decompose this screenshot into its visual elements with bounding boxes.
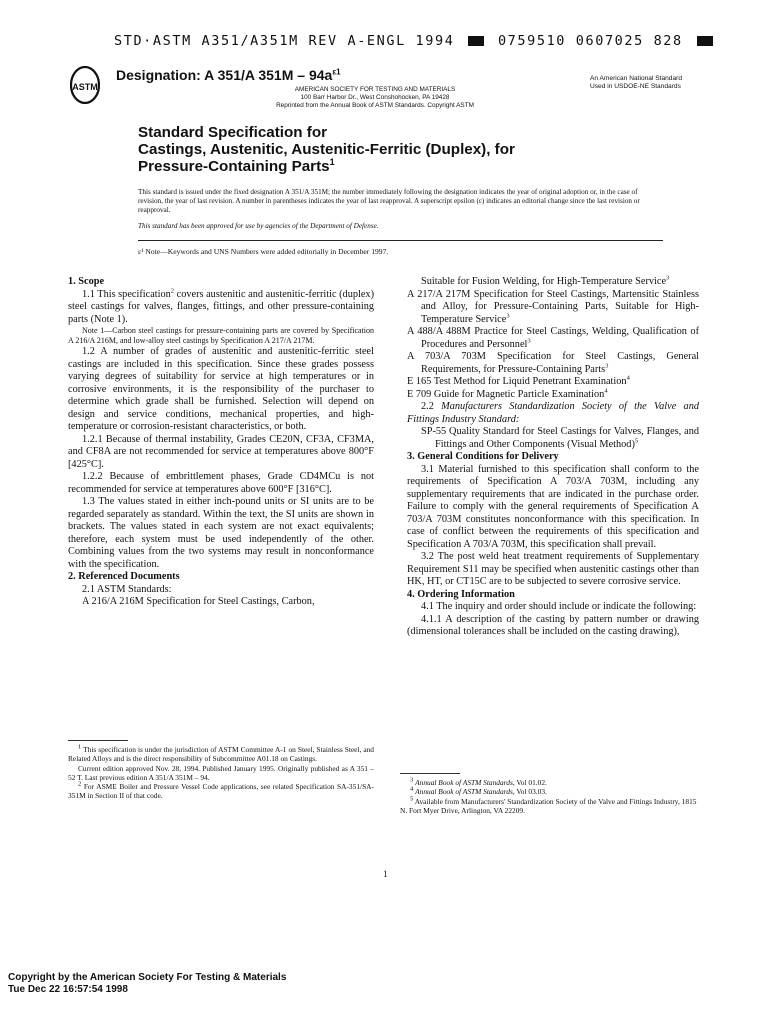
title-footnote-mark: 1: [329, 156, 335, 167]
footnote-3: $^3$ Annual Book of ASTM Standards, Vol 01.02.: [410, 776, 547, 787]
print-timestamp: Tue Dec 22 16:57:54 1998: [8, 984, 128, 995]
ref-a216: A 216/A 216M Specification for Steel Castings, Carbon,: [82, 596, 315, 607]
intro-paragraph: This standard is issued under the fixed designation A 351/A 351M; the number immediately following the designation indicates the year of original adoption or, in the case of revision, the year of last revision. A number in parentheses indicates the year of last reapproval. A superscript epsilon (ε) indicates an editorial change since the last revision or reapproval.: [138, 188, 640, 215]
designation-text: Designation: A 351/A 351M – 94a: [116, 67, 333, 83]
para-4-1-1: 4.1.1 A description of the casting by pattern number or drawing (dimensional tolerances shall be included on the casting drawing),: [407, 613, 699, 637]
footnote-1: $^1$ This specification is under the jurisdiction of ASTM Committee A-1 on Steel, Stainless Steel, and Related Alloys and is the direct responsibility of Subcommittee A01.18 on Castings.: [68, 743, 374, 764]
section-heading-referenced-documents: 2. Referenced Documents: [68, 571, 180, 582]
footnote-rule-right: [400, 773, 460, 774]
designation: [116, 67, 341, 83]
para-1-2: 1.2 A number of grades of austenitic and austenitic-ferritic steel castings are included in this specification. Since these grades possess varying degrees of suitability for service at high temperatures or in corrosive environments, it is the responsibility of the purchaser to determine which grade shall be furnished. Selection will depend on design and service conditions, mechanical properties, and high-temperature or corrosion-resistant characteristics, or both.: [68, 346, 374, 432]
para-1-2-2: 1.2.2 Because of embrittlement phases, Grade CD4MCu is not recommended for service at temperatures above 600°F [316°C].: [68, 471, 374, 495]
para-1-3: 1.3 The values stated in either inch-pound units or SI units are to be regarded separately as standard. Within the text, the SI units are shown in brackets. The values stated in each system are not exact equivalents; therefore, each system must be used independently of the other. Combining values from the two systems may result in nonconformance with the specification.: [68, 496, 374, 570]
footnote-1-edition: Current edition approved Nov. 28, 1994. Published January 1995. Originally published as A 351 – 52 T. Last previous edition A 351/A 351M – 94.: [68, 763, 374, 782]
editorial-change-note: ε¹ Note—Keywords and UNS Numbers were added editorially in December 1997.: [138, 240, 663, 256]
astm-logo-icon: [70, 66, 100, 104]
document-title: [138, 124, 638, 175]
society-reprint: Reprinted from the Annual Book of ASTM Standards. Copyright ASTM: [276, 102, 474, 109]
header-line-right: 0759510 0607025 828: [497, 33, 683, 49]
intro-block: [138, 188, 658, 237]
logo-text: ASTM: [72, 82, 98, 92]
header-block-mark-end: [697, 36, 713, 46]
section-heading-general-conditions: 3. General Conditions for Delivery: [407, 451, 559, 462]
ref-e165: E 165 Test Method for Liquid Penetrant Examination$^4$: [407, 374, 630, 387]
title-line-1: Standard Specification for: [138, 124, 328, 141]
ans-line-1: An American National Standard: [590, 75, 682, 82]
copyright-line: Copyright by the American Society For Testing & Materials: [8, 972, 287, 983]
para-1-1: 1.1 This specification$^2$ covers austenitic and austenitic-ferritic (duplex) steel castings for valves, flanges, fittings, and other pressure-containing parts (Note 1).: [68, 287, 374, 325]
ans-line-2: Used in USDOE-NE Standards: [590, 83, 681, 90]
para-4-1: 4.1 The inquiry and order should include or indicate the following:: [421, 601, 697, 612]
header-block-mark: [468, 36, 484, 46]
national-standard-note: [590, 75, 682, 91]
footnote-rule: [68, 740, 128, 741]
left-column: [68, 276, 374, 609]
para-2-1: 2.1 ASTM Standards:: [82, 583, 172, 595]
right-column: [407, 276, 699, 639]
page-number: 1: [383, 869, 388, 879]
ref-a703: A 703/A 703M Specification for Steel Castings, General Requirements, for Pressure-Containing Parts$^3$: [407, 351, 699, 375]
society-block: [250, 86, 500, 110]
ref-a216-continued: Suitable for Fusion Welding, for High-Temperature Service$^3$: [421, 274, 670, 287]
designation-mark: ε1: [332, 67, 341, 77]
para-2-2: 2.2 Manufacturers Standardization Society of the Valve and Fittings Industry Standard:: [407, 401, 699, 425]
society-address: 100 Barr Harbor Dr., West Conshohocken, PA 19428: [300, 94, 450, 101]
ref-a217: A 217/A 217M Specification for Steel Castings, Martensitic Stainless and Alloy, for Pressure-Containing Parts, Suitable for High-Temperature Service$^3$: [407, 288, 699, 325]
footnotes-left: [68, 740, 374, 801]
section-heading-ordering-information: 4. Ordering Information: [407, 588, 515, 600]
para-3-1: 3.1 Material furnished to this specification shall conform to the requirements of Specification A 703/A 703M, including any supplementary requirements that are indicated in the purchase order. Failure to comply with the general requirements of Specification A 703/A 703M constitutes nonconformance with this specification. In case of conflict between the requirements of this specification and Specification A 703/A 703M, this specification shall prevail.: [407, 463, 699, 550]
footnote-2: $^2$ For ASME Boiler and Pressure Vessel Code applications, see related Specification SA-351/SA-351M in Section II of that code.: [68, 780, 374, 801]
footnote-4: $^4$ Annual Book of ASTM Standards, Vol 03.03.: [410, 785, 547, 797]
para-3-2: 3.2 The post weld heat treatment requirements of Supplementary Requirement S11 may be specified when austenitic castings other than HK, HT, or CT15C are to be subjected to severe corrosive service.: [407, 551, 699, 587]
note-1: Note 1—Carbon steel castings for pressure-containing parts are covered by Specification A 216/A 216M, and low-alloy steel castings by Specification A 217/A 217M.: [68, 326, 374, 345]
title-line-3: Pressure-Containing Parts: [138, 158, 330, 175]
ref-a488: A 488/A 488M Practice for Steel Castings, Welding, Qualification of Procedures and Personnel$^3$: [407, 326, 699, 350]
ref-sp55: SP-55 Quality Standard for Steel Castings for Valves, Flanges, and Fittings and Other Components (Visual Method)$^5$: [421, 426, 699, 450]
copyright-notice: [8, 972, 286, 996]
society-name: AMERICAN SOCIETY FOR TESTING AND MATERIALS: [294, 86, 456, 93]
title-line-2: Castings, Austenitic, Austenitic-Ferritic (Duplex), for: [138, 141, 515, 158]
ref-e709: E 709 Guide for Magnetic Particle Examination$^4$: [407, 387, 608, 400]
footnote-5: $^5$ Available from Manufacturers' Standardization Society of the Valve and Fittings Industry, 1815 N. Fort Myer Drive, Arlington, VA 22209.: [400, 795, 697, 815]
dod-approval-note: This standard has been approved for use by agencies of the Department of Defense.: [138, 221, 379, 230]
footnotes-right: [400, 773, 700, 815]
section-heading-scope: 1. Scope: [68, 276, 105, 287]
header-line-left: STD·ASTM A351/A351M REV A-ENGL 1994: [114, 33, 455, 49]
document-header-line: [114, 33, 717, 49]
para-1-2-1: 1.2.1 Because of thermal instability, Grades CE20N, CF3A, CF3MA, and CF8A are not recommended for service at temperatures above 800°F [425°C].: [68, 433, 374, 470]
